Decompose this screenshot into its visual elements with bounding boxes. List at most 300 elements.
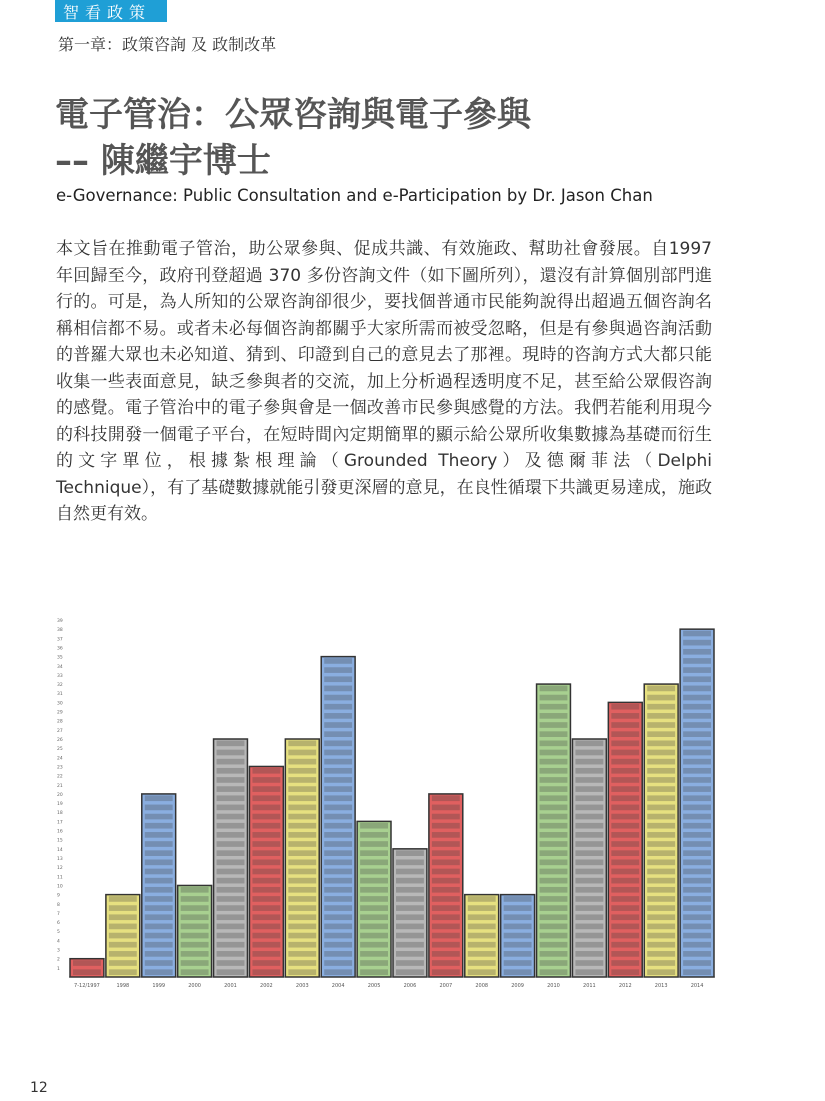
- bar-entry: [575, 969, 603, 975]
- x-tick-label: 2010: [547, 983, 560, 989]
- bar-entry: [324, 960, 352, 966]
- bar-entry: [217, 924, 245, 930]
- bar-entry: [288, 914, 316, 920]
- bar-entry: [432, 924, 460, 930]
- bar-entry: [145, 869, 173, 875]
- bar-entry: [683, 686, 711, 692]
- bar-entry: [432, 869, 460, 875]
- bar-entry: [288, 924, 316, 930]
- bar-entry: [647, 814, 675, 820]
- y-tick-label: 28: [57, 719, 63, 725]
- bar-entry: [468, 905, 496, 911]
- bar-entry: [181, 933, 209, 939]
- bar-entry: [324, 850, 352, 856]
- bar-entry: [432, 832, 460, 838]
- bar-entry: [540, 741, 568, 747]
- bar-entry: [432, 805, 460, 811]
- bar-entry: [468, 914, 496, 920]
- bar-entry: [611, 860, 639, 866]
- bar-entry: [647, 887, 675, 893]
- bar-entry: [611, 850, 639, 856]
- bar-entry: [647, 722, 675, 728]
- bar-entry: [252, 942, 280, 948]
- bar-entry: [683, 878, 711, 884]
- bar-entry: [540, 823, 568, 829]
- bar-entry: [360, 841, 388, 847]
- bar-entry: [575, 896, 603, 902]
- bar-entry: [432, 795, 460, 801]
- bar-2013: [644, 684, 678, 977]
- bar-entry: [288, 841, 316, 847]
- bar-2012: [608, 702, 642, 977]
- bar-entry: [360, 823, 388, 829]
- bar-entry: [217, 869, 245, 875]
- bar-entry: [647, 777, 675, 783]
- bar-entry: [504, 960, 532, 966]
- bar-entry: [540, 951, 568, 957]
- y-tick-label: 35: [57, 655, 63, 661]
- bar-entry: [324, 924, 352, 930]
- bar-entry: [324, 768, 352, 774]
- bar-entry: [611, 905, 639, 911]
- bar-entry: [504, 969, 532, 975]
- bar-entry: [109, 951, 137, 957]
- bar-entry: [324, 786, 352, 792]
- bar-entry: [683, 759, 711, 765]
- bar-entry: [324, 759, 352, 765]
- bar-entry: [647, 933, 675, 939]
- y-tick-label: 27: [57, 728, 63, 734]
- bar-entry: [324, 731, 352, 737]
- bar-entry: [611, 795, 639, 801]
- bar-entry: [647, 905, 675, 911]
- bar: [429, 794, 463, 977]
- y-tick-label: 12: [57, 866, 63, 872]
- y-tick-label: 11: [57, 875, 63, 881]
- bar-entry: [324, 814, 352, 820]
- bar-entry: [611, 942, 639, 948]
- bar-entry: [683, 969, 711, 975]
- bar-entry: [396, 860, 424, 866]
- section-tag: 智看政策: [55, 0, 167, 22]
- bar-entry: [683, 722, 711, 728]
- bar-entry: [145, 905, 173, 911]
- x-tick-label: 2003: [295, 983, 309, 989]
- bar-entry: [683, 704, 711, 710]
- bar-entry: [324, 722, 352, 728]
- y-tick-label: 32: [57, 683, 63, 689]
- bar-entry: [575, 805, 603, 811]
- bar: [142, 794, 176, 977]
- page-number: 12: [30, 1080, 48, 1096]
- bar-entry: [252, 887, 280, 893]
- bar-entry: [611, 786, 639, 792]
- y-tick-label: 18: [57, 811, 63, 817]
- bar-entry: [575, 860, 603, 866]
- bar-entry: [647, 786, 675, 792]
- bar-entry: [575, 759, 603, 765]
- bar-entry: [217, 768, 245, 774]
- bar-entry: [145, 914, 173, 920]
- bar-entry: [217, 878, 245, 884]
- bar-entry: [252, 878, 280, 884]
- bar-entry: [252, 914, 280, 920]
- bar-entry: [540, 887, 568, 893]
- bar-entry: [360, 905, 388, 911]
- bar-entry: [504, 933, 532, 939]
- body-paragraph: 本文旨在推動電子管治，助公眾參與、促成共識、有效施政、幫助社會發展。自1997 年回歸至今，政府刊登超過 370 多份咨詢文件（如下圖所列），還沒有計算個別部門進行的。可是，為人所知的公眾咨詢卻很少，要找個普通市民能夠說得出超過五個咨詢名稱相信都不易。或者未必每個咨詢都關乎大家所需而被受忽略，但是有參與過咨詢活動的普羅大眾也未必知道、猜到、印證到自己的意見去了那裡。現時的咨詢方式大都只能收集一些表面意見，缺乏參與者的交流，加上分析過程透明度不足，甚至給公眾假咨詢的感覺。電子管治中的電子參與會是一個改善市民參與感覺的方法。我們若能利用現今的科技開發一個電子平台，在短時間內定期簡單的顯示給公眾所收集數據為基礎而衍生的文字單位，根據紮根理論（Grounded Theory）及德爾菲法（Delphi Technique），有了基礎數據就能引發更深層的意見，在良性循環下共識更易達成，施政自然更有效。: [56, 239, 712, 524]
- bar-entry: [575, 795, 603, 801]
- y-tick-label: 34: [57, 664, 63, 670]
- bar-entry: [540, 869, 568, 875]
- bar-entry: [145, 960, 173, 966]
- bar-entry: [647, 741, 675, 747]
- bar-entry: [683, 658, 711, 664]
- bar-entry: [611, 713, 639, 719]
- bar-entry: [324, 795, 352, 801]
- bar-entry: [575, 750, 603, 756]
- bar-entry: [217, 823, 245, 829]
- bar-entry: [145, 832, 173, 838]
- y-tick-label: 3: [57, 948, 60, 954]
- y-tick-label: 38: [57, 628, 63, 634]
- bar-entry: [647, 850, 675, 856]
- bar-entry: [324, 942, 352, 948]
- bar-entry: [288, 951, 316, 957]
- bar-entry: [683, 713, 711, 719]
- bar-entry: [360, 969, 388, 975]
- bar-entry: [540, 960, 568, 966]
- bar-entry: [145, 805, 173, 811]
- bar-entry: [540, 805, 568, 811]
- bar-entry: [217, 960, 245, 966]
- bar-entry: [575, 823, 603, 829]
- y-tick-label: 5: [57, 930, 60, 936]
- bar-entry: [611, 841, 639, 847]
- bar-entry: [540, 969, 568, 975]
- bar-entry: [540, 713, 568, 719]
- x-tick-label: 2009: [511, 983, 524, 989]
- bar-entry: [181, 887, 209, 893]
- bar-entry: [324, 951, 352, 957]
- bar-entry: [540, 896, 568, 902]
- bar-entry: [683, 960, 711, 966]
- bar-entry: [252, 805, 280, 811]
- bar-entry: [288, 905, 316, 911]
- bar-entry: [288, 777, 316, 783]
- article-title-line2: –– 陳繼宇博士: [55, 141, 271, 181]
- bar-entry: [683, 951, 711, 957]
- bar-entry: [647, 731, 675, 737]
- bar-entry: [575, 841, 603, 847]
- bar-entry: [145, 823, 173, 829]
- bar-entry: [647, 951, 675, 957]
- bar-entry: [324, 695, 352, 701]
- bar-entry: [109, 896, 137, 902]
- bar-entry: [611, 759, 639, 765]
- bar-entry: [360, 860, 388, 866]
- bar-entry: [217, 896, 245, 902]
- bar-2001: [214, 739, 248, 977]
- x-tick-label: 1998: [116, 983, 130, 989]
- bar-entry: [432, 960, 460, 966]
- bar-entry: [288, 786, 316, 792]
- bar-entry: [252, 832, 280, 838]
- bar-entry: [611, 750, 639, 756]
- bar-entry: [432, 914, 460, 920]
- bar-entry: [217, 942, 245, 948]
- bar-entry: [432, 896, 460, 902]
- bar-entry: [575, 814, 603, 820]
- bar-entry: [324, 658, 352, 664]
- bar-entry: [181, 942, 209, 948]
- bar-entry: [432, 887, 460, 893]
- bar-entry: [575, 933, 603, 939]
- bar-entry: [324, 841, 352, 847]
- bar-entry: [396, 878, 424, 884]
- bar-entry: [145, 878, 173, 884]
- bar-entry: [647, 768, 675, 774]
- bar-7-12/1997: [70, 959, 104, 977]
- bar-entry: [647, 759, 675, 765]
- bar-entry: [396, 896, 424, 902]
- bar-entry: [468, 942, 496, 948]
- y-tick-label: 22: [57, 774, 63, 780]
- y-tick-label: 15: [57, 838, 63, 844]
- bar-entry: [611, 805, 639, 811]
- bar-entry: [396, 914, 424, 920]
- bar-entry: [432, 860, 460, 866]
- bar-entry: [611, 832, 639, 838]
- y-tick-label: 7: [57, 911, 60, 917]
- bar-entry: [540, 759, 568, 765]
- bar-entry: [432, 814, 460, 820]
- bar: [572, 739, 606, 977]
- bar-entry: [468, 969, 496, 975]
- bar-entry: [288, 759, 316, 765]
- y-tick-label: 19: [57, 802, 63, 808]
- bar-entry: [468, 933, 496, 939]
- bar-entry: [288, 832, 316, 838]
- bar-entry: [217, 850, 245, 856]
- bar-entry: [647, 750, 675, 756]
- bar-entry: [360, 942, 388, 948]
- bar-entry: [683, 860, 711, 866]
- bar-entry: [611, 704, 639, 710]
- bar-entry: [611, 924, 639, 930]
- bar-entry: [217, 905, 245, 911]
- bar-entry: [396, 951, 424, 957]
- bar-2007: [429, 794, 463, 977]
- bar-entry: [252, 823, 280, 829]
- bar-entry: [540, 786, 568, 792]
- bar-entry: [324, 777, 352, 783]
- x-tick-label: 2014: [690, 983, 704, 989]
- bar-entry: [288, 887, 316, 893]
- bar-entry: [540, 832, 568, 838]
- bar-entry: [683, 640, 711, 646]
- bar-entry: [396, 960, 424, 966]
- bar-entry: [360, 850, 388, 856]
- bar-entry: [611, 722, 639, 728]
- y-tick-label: 1: [57, 966, 60, 972]
- bar-entry: [324, 969, 352, 975]
- bar-entry: [540, 768, 568, 774]
- bar-entry: [252, 850, 280, 856]
- bar-entry: [288, 805, 316, 811]
- bar-2003: [285, 739, 319, 977]
- bar-2004: [321, 657, 355, 977]
- bar-entry: [540, 731, 568, 737]
- bar-entry: [468, 924, 496, 930]
- bar-entry: [575, 869, 603, 875]
- bar-entry: [181, 914, 209, 920]
- bar-entry: [504, 951, 532, 957]
- consultation-chart: [55, 612, 720, 997]
- bar-entry: [288, 814, 316, 820]
- bar-entry: [540, 942, 568, 948]
- bar-entry: [647, 713, 675, 719]
- bar-entry: [360, 960, 388, 966]
- bar-entry: [324, 869, 352, 875]
- bar-entry: [432, 823, 460, 829]
- bar-entry: [288, 741, 316, 747]
- bar-entry: [647, 841, 675, 847]
- bar-entry: [647, 695, 675, 701]
- bar-entry: [324, 896, 352, 902]
- bar-entry: [217, 795, 245, 801]
- bar-entry: [109, 905, 137, 911]
- bar-entry: [575, 741, 603, 747]
- bar-entry: [288, 933, 316, 939]
- bar-entry: [432, 951, 460, 957]
- bar-entry: [683, 676, 711, 682]
- bar-entry: [145, 795, 173, 801]
- consultation-bar-chart: [55, 612, 720, 997]
- bar-entry: [432, 841, 460, 847]
- bar-entry: [683, 896, 711, 902]
- bar-entry: [611, 951, 639, 957]
- bar-entry: [396, 905, 424, 911]
- bar-entry: [109, 960, 137, 966]
- bar-entry: [683, 695, 711, 701]
- bar-entry: [540, 814, 568, 820]
- y-tick-label: 39: [57, 619, 63, 624]
- bar-entry: [647, 960, 675, 966]
- bar-entry: [396, 942, 424, 948]
- bar-entry: [540, 905, 568, 911]
- bar-entry: [217, 860, 245, 866]
- bar-entry: [324, 704, 352, 710]
- bar-entry: [288, 860, 316, 866]
- bar-entry: [575, 905, 603, 911]
- bar-2002: [249, 766, 283, 977]
- bar-entry: [396, 924, 424, 930]
- bar-entry: [181, 896, 209, 902]
- bar-2005: [357, 821, 391, 977]
- bar-entry: [252, 795, 280, 801]
- bar-entry: [324, 676, 352, 682]
- bar-entry: [540, 933, 568, 939]
- article-body: [56, 236, 712, 528]
- bar-entry: [647, 686, 675, 692]
- y-tick-label: 6: [57, 921, 60, 927]
- bar-entry: [324, 713, 352, 719]
- x-tick-label: 1999: [152, 983, 166, 989]
- bar-2009: [501, 895, 535, 977]
- bar-entry: [145, 841, 173, 847]
- bar-entry: [611, 741, 639, 747]
- bar-entry: [324, 914, 352, 920]
- bar-entry: [683, 933, 711, 939]
- bar-entry: [540, 695, 568, 701]
- bar-entry: [432, 933, 460, 939]
- x-tick-label: 2002: [260, 983, 273, 989]
- bar-entry: [324, 878, 352, 884]
- bar-entry: [288, 969, 316, 975]
- bar-entry: [575, 850, 603, 856]
- bar-entry: [217, 969, 245, 975]
- y-tick-label: 29: [57, 710, 63, 716]
- bar-entry: [575, 887, 603, 893]
- bar-entry: [217, 914, 245, 920]
- bar-entry: [324, 933, 352, 939]
- bar-entry: [683, 667, 711, 673]
- bar-entry: [540, 722, 568, 728]
- bar-entry: [647, 924, 675, 930]
- bar-entry: [252, 777, 280, 783]
- bar-entry: [288, 795, 316, 801]
- bar-entry: [73, 960, 101, 966]
- x-tick-label: 2012: [618, 983, 632, 989]
- bar-entry: [145, 860, 173, 866]
- bar-entry: [396, 933, 424, 939]
- bar-entry: [540, 924, 568, 930]
- bar-entry: [683, 823, 711, 829]
- bar-entry: [288, 878, 316, 884]
- bar-entry: [683, 786, 711, 792]
- bar-entry: [396, 869, 424, 875]
- bar-entry: [647, 969, 675, 975]
- x-tick-label: 2006: [403, 983, 417, 989]
- bar-entry: [647, 869, 675, 875]
- bar-entry: [683, 768, 711, 774]
- bar-entry: [540, 777, 568, 783]
- bar-entry: [360, 914, 388, 920]
- y-tick-label: 4: [57, 939, 60, 945]
- bar-entry: [324, 667, 352, 673]
- bar-entry: [647, 878, 675, 884]
- bar-entry: [217, 750, 245, 756]
- article-subtitle-english: e-Governance: Public Consultation and e-Participation by Dr. Jason Chan: [56, 186, 653, 205]
- bar-entry: [683, 631, 711, 637]
- bar-entry: [504, 942, 532, 948]
- bar-entry: [683, 649, 711, 655]
- bar-entry: [647, 914, 675, 920]
- bar-entry: [324, 805, 352, 811]
- bar-entry: [683, 805, 711, 811]
- bar-entry: [683, 924, 711, 930]
- bar-entry: [540, 850, 568, 856]
- bar-entry: [217, 841, 245, 847]
- bar-entry: [432, 969, 460, 975]
- bar-entry: [504, 924, 532, 930]
- article-title: [55, 92, 531, 184]
- bar-entry: [288, 942, 316, 948]
- bar-entry: [324, 750, 352, 756]
- bar-entry: [145, 924, 173, 930]
- bar-entry: [683, 841, 711, 847]
